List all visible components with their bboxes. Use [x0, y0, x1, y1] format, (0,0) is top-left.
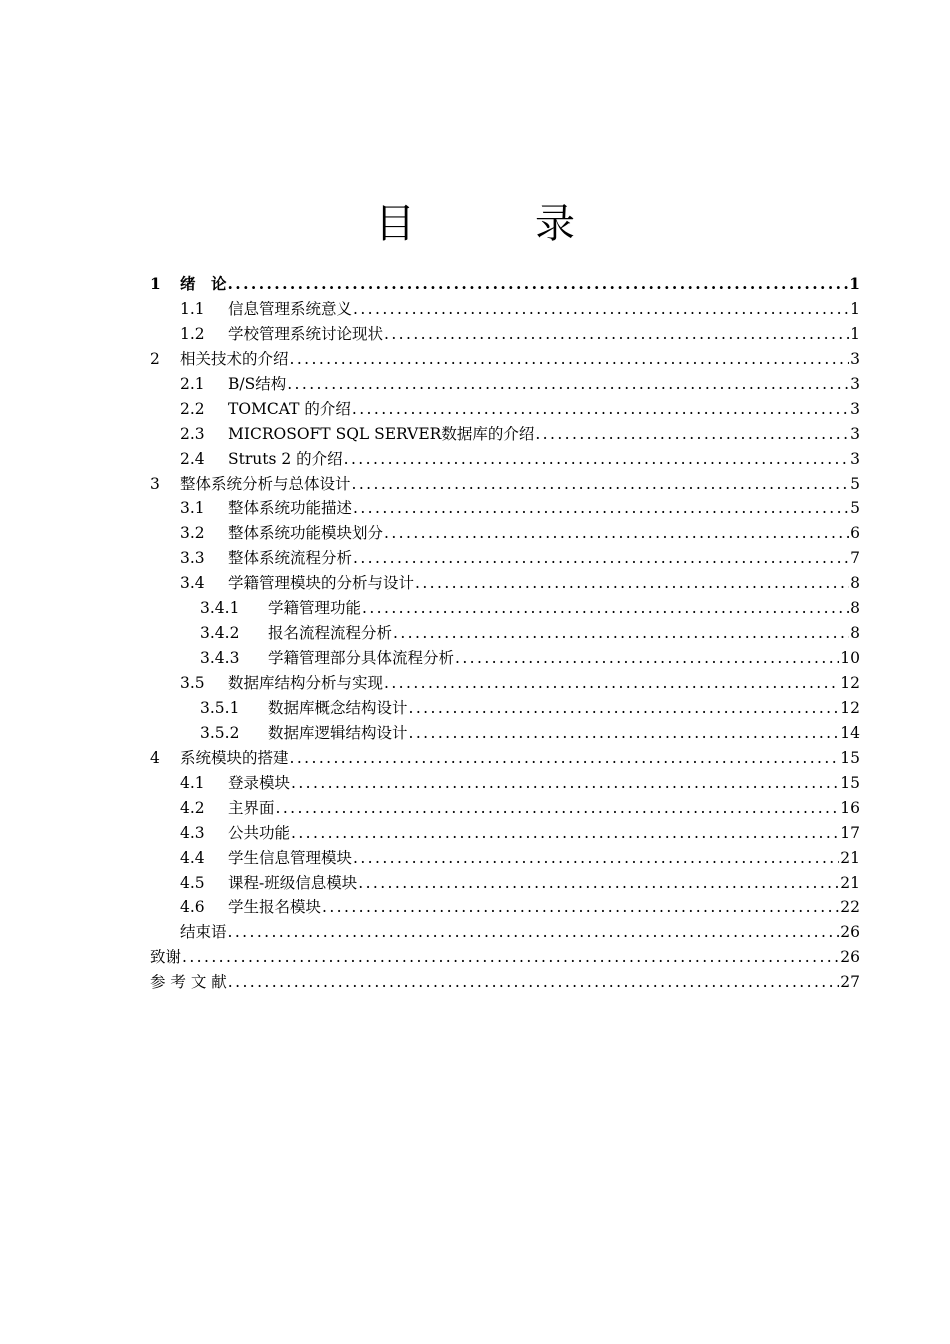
toc-leader-dots [352, 472, 850, 497]
toc-entry-label: 报名流程流程分析 [268, 624, 393, 643]
toc-entry-label: 主界面 [228, 798, 275, 817]
toc-leader-dots [415, 571, 849, 596]
toc-entry-page: 6 [850, 524, 860, 543]
toc-leader-dots [393, 621, 849, 646]
toc-entry-label: 信息管理系统意义 [228, 299, 353, 318]
toc-entry[interactable] [150, 397, 860, 422]
toc-entry-page: 3 [850, 349, 860, 368]
toc-entry[interactable] [150, 970, 860, 995]
toc-leader-dots [276, 796, 840, 821]
toc-entry-label: 绪 论 [180, 274, 227, 293]
toc-entry-page: 5 [850, 499, 860, 518]
toc-entry-number: 2.3 [180, 424, 205, 443]
toc-entry-page: 3 [850, 424, 860, 443]
toc-entry[interactable] [150, 347, 860, 372]
toc-entry-number: 4.4 [180, 848, 205, 867]
toc-leader-dots [182, 945, 839, 970]
toc-entry[interactable] [150, 571, 860, 596]
toc-entry-page: 21 [840, 848, 860, 867]
toc-entry[interactable] [150, 521, 860, 546]
toc-entry-page: 8 [850, 624, 860, 643]
toc-entry[interactable] [150, 546, 860, 571]
toc-entry-page: 3 [850, 399, 860, 418]
toc-leader-dots [535, 422, 849, 447]
toc-entry[interactable] [150, 895, 860, 920]
toc-entry-label: 学籍管理部分具体流程分析 [268, 649, 455, 668]
toc-entry-label: 致谢 [150, 948, 182, 967]
toc-entry-page: 26 [840, 948, 860, 967]
toc-entry-label: 学校管理系统讨论现状 [228, 324, 384, 343]
toc-entry[interactable] [150, 846, 860, 871]
toc-entry-page: 14 [840, 723, 860, 742]
toc-entry-page: 1 [849, 274, 860, 293]
toc-entry[interactable] [150, 646, 860, 671]
toc-entry-label: 登录模块 [228, 773, 291, 792]
toc-leader-dots [362, 596, 849, 621]
toc-leader-dots [384, 671, 839, 696]
toc-entry-label: 学生报名模块 [228, 898, 322, 917]
toc-entry[interactable] [150, 447, 860, 472]
toc-entry-page: 26 [840, 923, 860, 942]
toc-entry-number: 4.1 [180, 773, 205, 792]
toc-entry-page: 12 [840, 674, 860, 692]
toc-entry-number: 1.2 [180, 324, 205, 343]
toc-entry-label: TOMCAT 的介绍 [228, 399, 351, 418]
toc-entry-number: 2.4 [180, 449, 205, 468]
toc-entry-page: 1 [850, 299, 860, 318]
toc-title: 目 录 [375, 201, 615, 247]
toc-entry-label: MICROSOFT SQL SERVER数据库的介绍 [228, 424, 535, 443]
toc-entry-page: 1 [850, 324, 860, 343]
toc-entry-page: 21 [840, 873, 860, 892]
toc-entry-page: 15 [840, 773, 860, 792]
toc-leader-dots [384, 322, 849, 347]
toc-entry-page: 8 [850, 599, 860, 618]
toc-leader-dots [228, 272, 849, 297]
toc-entry-page: 16 [840, 798, 860, 817]
toc-leader-dots [344, 447, 849, 472]
toc-entry-number: 2 [150, 349, 160, 368]
toc-entry-number: 3.4.2 [200, 624, 240, 643]
toc-entry[interactable] [150, 721, 860, 746]
toc-entry-page: 3 [850, 449, 860, 468]
toc-entry-page: 8 [850, 574, 860, 593]
toc-leader-dots [322, 895, 839, 920]
toc-entry[interactable] [150, 272, 860, 297]
toc-entry-number: 3.5.1 [200, 698, 240, 717]
toc-entry-number: 3 [150, 474, 160, 493]
toc-entry[interactable] [150, 596, 860, 621]
toc-entry-page: 5 [850, 474, 860, 493]
toc-entry-page: 27 [840, 973, 860, 992]
toc-entry-page: 15 [840, 748, 860, 767]
toc-leader-dots [290, 347, 850, 372]
toc-entry[interactable] [150, 746, 860, 771]
toc-entry-number: 3.4.3 [200, 649, 240, 668]
toc-entry-number: 3.5 [180, 674, 205, 692]
toc-entry-number: 4.3 [180, 823, 205, 842]
toc-entry-page: 10 [840, 649, 860, 668]
toc-list [150, 272, 860, 995]
toc-leader-dots [353, 297, 849, 322]
toc-leader-dots [228, 920, 840, 945]
toc-entry[interactable] [150, 297, 860, 322]
toc-entry-label: 整体系统分析与总体设计 [180, 474, 351, 493]
toc-entry[interactable] [150, 771, 860, 796]
toc-entry-number: 1 [150, 274, 161, 293]
toc-entry-label: 参 考 文 献 [150, 973, 227, 992]
toc-leader-dots [352, 397, 849, 422]
toc-entry-label: 公共功能 [228, 823, 291, 842]
toc-entry[interactable] [150, 696, 860, 721]
toc-leader-dots [384, 521, 849, 546]
toc-entry-number: 4.2 [180, 798, 205, 817]
toc-entry[interactable] [150, 796, 860, 821]
toc-entry-page: 22 [840, 898, 860, 917]
toc-entry-number: 4 [150, 748, 160, 767]
toc-entry-number: 3.4.1 [200, 599, 240, 618]
toc-entry-number: 3.3 [180, 549, 205, 568]
toc-leader-dots [290, 746, 840, 771]
toc-entry-number: 4.5 [180, 873, 205, 892]
toc-entry[interactable] [150, 496, 860, 521]
toc-entry-label: 学籍管理功能 [268, 599, 362, 618]
toc-entry-number: 3.1 [180, 499, 205, 518]
toc-leader-dots [353, 496, 849, 521]
toc-entry-number: 2.1 [180, 374, 205, 393]
toc-entry-page: 12 [840, 698, 860, 717]
toc-entry-number: 1.1 [180, 299, 205, 318]
toc-leader-dots [409, 721, 840, 746]
toc-entry[interactable] [150, 920, 860, 945]
toc-entry-label: 数据库逻辑结构设计 [268, 723, 408, 742]
toc-entry[interactable] [150, 322, 860, 347]
toc-entry-page: 7 [850, 549, 860, 568]
toc-entry-label: 整体系统功能描述 [228, 499, 353, 518]
toc-leader-dots [409, 696, 840, 721]
toc-entry-label: 相关技术的介绍 [180, 349, 289, 368]
toc-entry-label: B/S结构 [228, 374, 287, 393]
toc-entry-label: 数据库概念结构设计 [268, 698, 408, 717]
toc-leader-dots [228, 970, 839, 995]
toc-leader-dots [353, 546, 849, 571]
toc-entry[interactable] [150, 422, 860, 447]
toc-entry-number: 4.6 [180, 898, 205, 917]
toc-entry[interactable] [150, 372, 860, 397]
toc-entry[interactable] [150, 621, 860, 646]
toc-leader-dots [291, 771, 839, 796]
toc-entry[interactable] [150, 945, 860, 970]
toc-entry-page: 17 [840, 823, 860, 842]
toc-entry[interactable] [150, 871, 860, 896]
toc-leader-dots [287, 372, 849, 397]
toc-entry[interactable] [150, 472, 860, 497]
toc-entry-number: 3.2 [180, 524, 205, 543]
toc-entry-number: 3.4 [180, 574, 205, 593]
toc-entry-label: 学籍管理模块的分析与设计 [228, 574, 415, 593]
toc-entry-label: 数据库结构分析与实现 [228, 674, 384, 692]
toc-entry-number: 2.2 [180, 399, 205, 418]
toc-entry[interactable] [150, 671, 860, 696]
toc-entry-label: 结束语 [180, 923, 227, 942]
toc-entry-label: 系统模块的搭建 [180, 748, 289, 767]
toc-leader-dots [358, 871, 839, 896]
toc-entry-label: Struts 2 的介绍 [228, 449, 343, 468]
toc-leader-dots [353, 846, 839, 871]
toc-entry-page: 3 [850, 374, 860, 393]
toc-entry-label: 学生信息管理模块 [228, 848, 353, 867]
toc-entry-label: 整体系统流程分析 [228, 549, 353, 568]
toc-entry-label: 课程-班级信息模块 [228, 873, 358, 892]
toc-leader-dots [455, 646, 839, 671]
toc-entry-label: 整体系统功能模块划分 [228, 524, 384, 543]
toc-leader-dots [291, 821, 839, 846]
toc-entry-number: 3.5.2 [200, 723, 240, 742]
toc-entry[interactable] [150, 821, 860, 846]
